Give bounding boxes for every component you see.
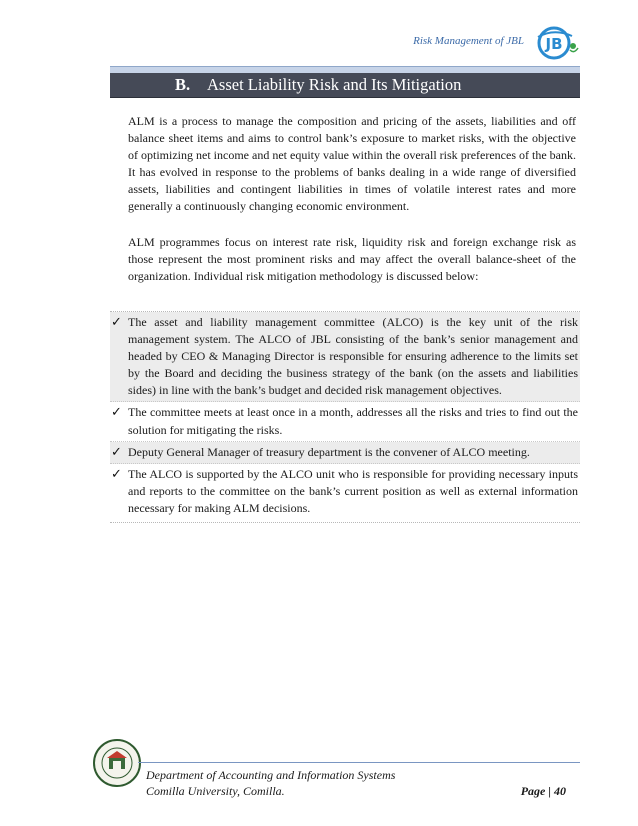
list-item	[110, 402, 580, 441]
list-item	[110, 442, 580, 464]
page-number: Page | 40	[520, 784, 566, 798]
list-item	[110, 312, 580, 402]
list-item	[110, 464, 580, 519]
checkmark-icon: ✓	[111, 466, 122, 482]
section-heading	[110, 73, 580, 98]
paragraph-alm-definition: ALM is a process to manage the composition and pricing of the assets, liabilities and off balance sheet items and aims to control bank’s exposure to market risks, with the objective of optimizing net income and net equity value within the overall risk preferences of the bank. It has evolved in response to the problems of banks dealing in a wide range of diversified assets, liabilities and contingent liabilities in times of volatile interest rates and more generally a continuously changing economic environment.	[128, 114, 576, 214]
checkmark-icon: ✓	[111, 315, 122, 330]
list-item-text: The ALCO is supported by the ALCO unit who is responsible for providing necessary inputs and reports to the committee on the bank’s current position as well as external information necessary for making ALM decisions.	[128, 466, 578, 515]
jbl-logo-icon	[532, 24, 580, 62]
footer-department: Department of Accounting and Information Systems	[146, 768, 396, 782]
section-letter: B.	[175, 75, 191, 94]
footer-rule	[138, 762, 580, 763]
running-header-title: Risk Management of JBL	[413, 35, 524, 47]
paragraph-alm-programmes: ALM programmes focus on interest rate risk, liquidity risk and foreign exchange risk as those represent the most prominent risks and may affect the overall balance-sheet of the organization. Individual risk mitigation methodology is discussed below:	[128, 235, 576, 284]
checkmark-icon: ✓	[111, 405, 122, 421]
svg-text:JB: JB	[545, 35, 563, 53]
list-item-text: The committee meets at least once in a month, addresses all the risks and tries to find out the solution for mitigating the risks.	[128, 405, 578, 437]
section-title: Asset Liability Risk and Its Mitigation	[207, 75, 462, 94]
footer-university: Comilla University, Comilla.	[146, 784, 285, 798]
bullet-list	[110, 311, 580, 523]
list-item-text: Deputy General Manager of treasury department is the convener of ALCO meeting.	[128, 444, 530, 459]
list-item-text: The asset and liability management committee (ALCO) is the key unit of the risk management system. The ALCO of JBL consisting of the bank’s senior management and headed by CEO & Managing Director is responsible for ensuring adherence to the limits set by the Board and deciding the business strategy of the bank (on the assets and liabilities sides) in line with the bank’s budget and decided risk management objectives.	[128, 315, 578, 398]
checkmark-icon: ✓	[111, 444, 122, 460]
university-seal-icon	[92, 738, 142, 788]
header-rule	[110, 66, 580, 73]
